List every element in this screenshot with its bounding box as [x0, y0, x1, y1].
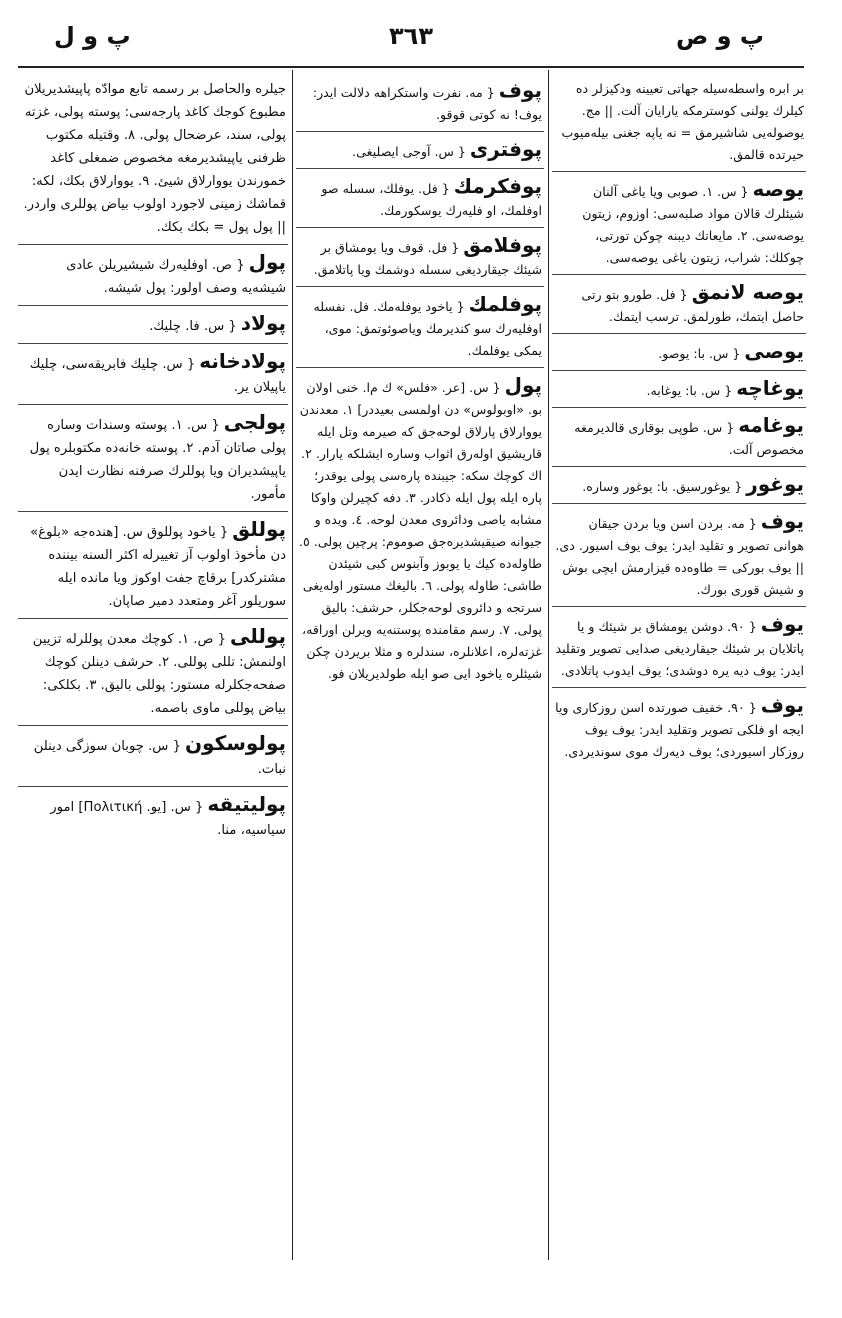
- dictionary-entry: [552, 472, 806, 504]
- header-letters-left: پ و ل: [54, 22, 131, 50]
- entry-headword: پوفکرمك: [453, 174, 542, 198]
- column-divider-left: [292, 70, 293, 1260]
- entry-headword: پولاد: [240, 311, 286, 335]
- entry-headword: پوف: [498, 78, 542, 102]
- dictionary-entry: [296, 78, 544, 132]
- entry-definition: { فل. قوف ویا یومشاق بر شیئك جیقاردیغی سسله دوشمك ویا پاتلامق.: [313, 240, 542, 277]
- entry-definition: { ص. ۱. کوچك معدن پوللرله تزیین اولنمش: تللی پوللی. ۲. حرشف دینلن کوچك صفحه‌جکلرله مستور: پوللی بالیق. ۳. بکلکی: بیاض پوللی ماوی باصمه.: [32, 632, 286, 716]
- dictionary-entry: [296, 373, 544, 690]
- entry-definition: { س. آوجی ایصلیغی.: [352, 144, 466, 159]
- dictionary-entry: [552, 693, 806, 768]
- entry-definition: { س. [یو. Πολιτική] امور سیاسیه، منا.: [50, 800, 286, 838]
- entry-definition: { یاخود پوللوق س. [هنده‌جه «بلوغ» دن مأخوذ اولوب آز تغییرله اکثر السنه بیننده مشترکدر] برقاچ جفت اوکوز ویا مانده ایله سوریلور آغر ومتعدد دمیر صاپان.: [30, 525, 286, 609]
- entry-headword: پوللق: [232, 517, 286, 541]
- entry-headword: پول: [504, 373, 542, 397]
- entry-headword: پولجی: [223, 410, 286, 434]
- dictionary-entry: [552, 280, 806, 334]
- entry-headword: پول: [248, 250, 286, 274]
- entry-definition: { مه. بردن اسن ویا بردن جیقان هوانی تصویر و تقلید ایدر: یوف یوف اسیور. دی. || یوف بورکی = طاوه‌ده قیزارمش ایچی بوش و شیش قوری بورك.: [555, 516, 804, 597]
- header-letters-right: پ و ص: [675, 22, 764, 50]
- entry-headword: یوف: [760, 612, 804, 636]
- dictionary-entry: [18, 410, 288, 512]
- entry-definition: جیلره والحاصل بر رسمه تابع موادّه پاپیشدیریلان مطبوع کوجك کاغد پارجه‌سی: پوسته پولی، غزته پولی، سند، عرضحال پولی. ۸. وقتیله مکتوب ظرفنی یاپیشدیرمغه مخصوص ضمغلی کاغد خمورندن یووارلاق شیئ. ۹. یووارلاق بکك، لکه: قماشك زمینی لاجورد اولوب بیاض پوللری واردر. || پول پول = بکك بکك.: [23, 82, 286, 235]
- entry-definition: { س. چلیك فابریقه‌سی، چلیك یاپیلان یر.: [29, 357, 286, 395]
- entry-headword: یوف: [760, 509, 804, 533]
- dictionary-entry: [552, 612, 806, 688]
- dictionary-entry: [18, 78, 288, 245]
- entry-definition: { یاخود یوفله‌مك. فل. نفسله اوفلیه‌رك سو کندیرمك ویاصوئوتمق: موی، یمکی یوفلمك.: [313, 299, 542, 358]
- dictionary-entry: [296, 137, 544, 169]
- entry-headword: پولیتیقه: [207, 792, 286, 816]
- entry-headword: پوللی: [230, 624, 286, 648]
- dictionary-entry: [552, 339, 806, 371]
- dictionary-entry: [18, 349, 288, 405]
- dictionary-entry: [552, 413, 806, 467]
- entry-definition: { یوغورسیق. با: یوغور وساره.: [582, 479, 743, 494]
- header-rule: [18, 66, 804, 68]
- column-right: [552, 78, 806, 1268]
- entry-headword: یوغاچه: [736, 376, 804, 400]
- entry-headword: یوصه لانمق: [691, 280, 804, 304]
- entry-headword: پوفلمك: [468, 292, 542, 316]
- entry-definition: { س. [عر. «فلس» ك م‌ا. خنی اولان بو. «اوبولوس» دن اولمسی بعیددر] ۱. معدندن یووارلاق پارلاق لوحه‌جق که صیرمه وتل ایله قاریشیق اوله‌رق اثواب وساره ایشلکه یارار. ۲. اك کوچك سکه: جیبنده پاره‌سی پولی یوقدر؛ پاره ایله پول ایله ذکادر. ۳. دفه کچیرلن واوکا مشابه یاصی ودائروی معدن لوحه. ٤. ویده و جیوانه صیقیشدیره‌جق صوموم: پرچین پولی. ٥. طاوله‌ده کیك یا یوبوز وآبنوس کبی شیئدن طاشی: طاوله پولی. ٦. بالیغك مستور اوله‌یغی سرتجه و دائروی لوحه‌جکلر، حرشف: بالیق پولی. ۷. رسم مقامنده پوستنه‌یه ویرلن اوراقه، غزته‌لره، اعلانلره، سندلره و مثلا بریردن چکن شیئلره یاخود ایی صو ایله طولدیریلان فو.: [299, 380, 542, 681]
- entry-definition: { س. طوپی بوقاری قالدیرمغه مخصوص آلت.: [574, 420, 804, 457]
- entry-definition: { س. با: یوصو.: [658, 346, 741, 361]
- dictionary-entry: [18, 731, 288, 787]
- entry-definition: { س. چوبان سوزگی دینلن نبات.: [33, 739, 286, 777]
- dictionary-entry: [18, 792, 288, 847]
- entry-headword: یوصه: [752, 177, 804, 201]
- dictionary-entry: [18, 311, 288, 344]
- entry-definition: { س. ۱. صوبی ویا یاغی آلنان شیئلرك قالان مواد صلبه‌سی: اوزوم، زیتون یوصه‌سی. ۲. مایعاتك دیبنه چوکن تورتی، چوکلك: شراب، زیتون یاغی یوصه‌سی.: [582, 184, 804, 265]
- page-number: ٣٦٣: [389, 22, 433, 50]
- dictionary-entry: [18, 624, 288, 726]
- entry-headword: یوغامه: [738, 413, 804, 437]
- entry-headword: یوف: [760, 693, 804, 717]
- entry-definition: { مه. نفرت واستکراهه دلالت ایدر: یوف! نه کوتی قوقو.: [312, 85, 542, 122]
- entry-definition: { س. فا. چلیك.: [149, 319, 237, 334]
- column-left: [18, 78, 288, 1268]
- entry-headword: پوفلامق: [463, 233, 542, 257]
- dictionary-entry: [552, 509, 806, 607]
- dictionary-entry: [296, 174, 544, 228]
- page-header: [18, 16, 804, 60]
- entry-headword: پوفتری: [469, 137, 542, 161]
- entry-headword: پولادخانه: [199, 349, 286, 373]
- entry-definition: { ص. اوفلیه‌رك شیشیریلن عادی شیشه‌یه وصف اولور: پول شیشه.: [66, 258, 286, 296]
- entry-definition: { ۹۰. خفیف صورتده اسن روزکاری ویا ایجه او فلکی تصویر وتقلید ایدر: یوف یوف روزکار اسیوردی؛ یوف دیه‌رك موی سوندیردی.: [555, 700, 804, 759]
- entry-definition: { فل. یوفلك، سسله صو اوفلمك، او فلیه‌رك یوسکورمك.: [321, 181, 542, 218]
- dictionary-entry: [296, 233, 544, 287]
- entry-definition: { ۹۰. دوشن یومشاق بر شیئك و یا پاتلایان بر شیئك جیقاردیغی صدایی تصویر وتقلید ایدر: یوف دیه یره دوشدی؛ یوف ایدوب پاتلادی.: [555, 619, 804, 678]
- column-middle: [296, 78, 544, 1268]
- entry-headword: یوصی: [744, 339, 804, 363]
- dictionary-entry: [296, 292, 544, 368]
- dictionary-entry: [18, 517, 288, 619]
- dictionary-entry: [18, 250, 288, 306]
- entry-definition: { فل. طورو بتو رتی حاصل ایتمك، طورلمق. ترسب ایتمك.: [581, 287, 804, 324]
- entry-headword: یوغور: [746, 472, 804, 496]
- entry-headword: پولوسکون: [184, 731, 286, 755]
- entry-definition: بر ابره واسطه‌سیله جهاتی تعیینه ودکیزلر ده کیلرك یولنی کوسترمکه یارایان آلت. || مج. یوصوله‌یی شاشیرمق = نه یاپه جغنی بیله‌میوب حیرتده قالمق.: [561, 81, 804, 162]
- dictionary-entry: [552, 78, 806, 172]
- dictionary-entry: [552, 177, 806, 275]
- dictionary-entry: [552, 376, 806, 408]
- entry-definition: { س. ۱. پوسته وسندات وساره پولی صاتان آدم. ۲. پوسته خانه‌ده مکتوبلره پول یاپیشدیران ویا پوللرك صرفنه نظارت ایدن مأمور.: [29, 418, 286, 502]
- column-divider-right: [548, 70, 549, 1260]
- entry-definition: { س. با: یوغابه.: [646, 383, 733, 398]
